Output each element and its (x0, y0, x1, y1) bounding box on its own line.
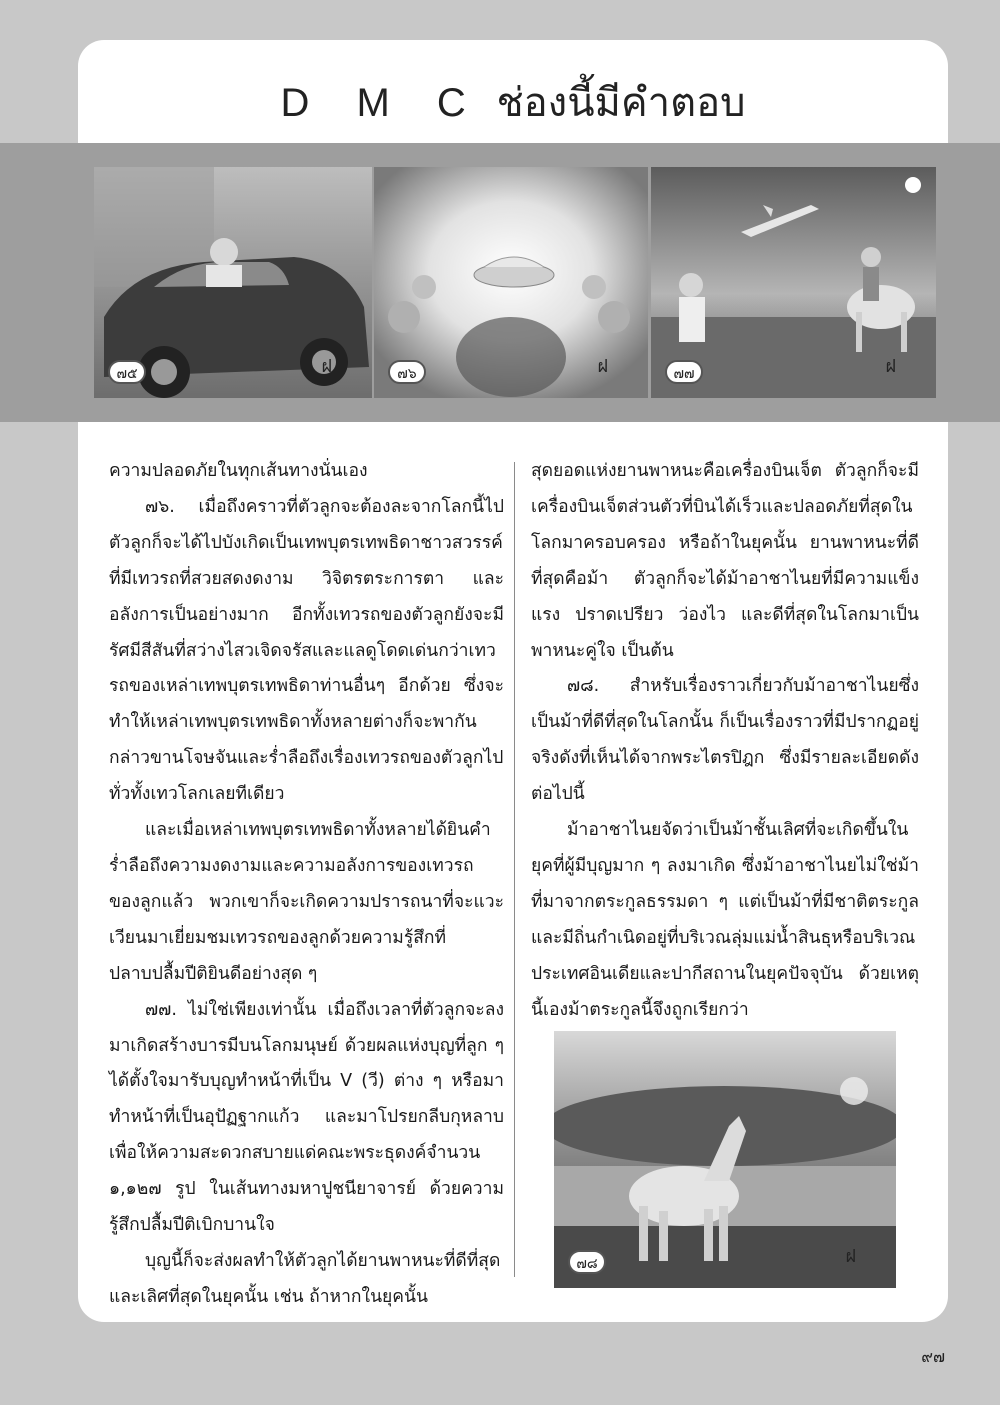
paragraph: บุญนี้ก็จะส่งผลทำให้ตัวลูกได้ยานพาหนะที่ดีที่สุดและเลิศที่สุดในยุคนั้น เช่น ถ้าหากในยุคนั้น (109, 1250, 501, 1307)
text-column-right (531, 454, 919, 1029)
photo-label-76: ๗๖ (388, 360, 426, 384)
photo-label-77: ๗๗ (665, 360, 703, 384)
paragraph: ๗๖. เมื่อถึงคราวที่ตัวลูกจะต้องละจากโลกนี้ไป ตัวลูกก็จะได้ไปบังเกิดเป็นเทพบุตรเทพธิดาชาวสวรรค์ที่มีเทวรถที่สวยสดงดงาม วิจิตรตระการตา และอลังการเป็นอย่างมาก อีกทั้งเทวรถของตัวลูกยังจะมีรัศมีสีสันที่สว่างไสวเจิดจรัสและแลดูโดดเด่นกว่าเทวรถของเหล่าเทพบุตรเทพธิดาท่านอื่นๆ อีกด้วย ซึ่งจะทำให้เหล่าเทพบุตรเทพธิดาทั้งหลายต่างก็จะพากันกล่าวขานโจษจันและร่ำลือถึงเรื่องเทวรถของตัวลูกไปทั่วทั้งเทวโลกเลยทีเดียว (109, 496, 504, 805)
signature-mark: ฝ (845, 1246, 856, 1267)
paragraph: และเมื่อเหล่าเทพบุตรเทพธิดาทั้งหลายได้ยินคำร่ำลือถึงความงดงามและความอลังการของเทวรถของลูกแล้ว พวกเขาก็จะเกิดความปรารถนาที่จะแวะเวียนมาเยี่ยมชมเทวรถของลูกด้วยความรู้สึกที่ปลาบปลื้มปีติยินดีอย่างสุด ๆ (109, 820, 504, 984)
paragraph: สุดยอดแห่งยานพาหนะคือเครื่องบินเจ็ต ตัวลูกก็จะมีเครื่องบินเจ็ตส่วนตัวที่บินได้เร็วและปลอดภัยที่สุดในโลกมาครอบครอง หรือถ้าในยุคนั้น ยานพาหนะที่ดีที่สุดคือม้า ตัวลูกก็จะได้ม้าอาชาไนยที่มีความแข็งแรง ปราดเปรียว ว่องไว และดีที่สุดในโลกมาเป็นพาหนะคู่ใจ เป็นต้น (531, 461, 919, 661)
page-title (78, 78, 948, 128)
column-divider (514, 462, 515, 1277)
photo-label-78: ๗๘ (568, 1250, 606, 1274)
title-latin: D M C (280, 81, 484, 125)
photo-label-75: ๗๕ (108, 360, 146, 384)
paragraph: ๗๘. สำหรับเรื่องราวเกี่ยวกับม้าอาชาไนยซึ่งเป็นม้าที่ดีที่สุดในโลกนั้น ก็เป็นเรื่องราวที่มีปรากฏอยู่จริงดังที่เห็นได้จากพระไตรปิฎก ซึ่งมีรายละเอียดดังต่อไปนี้ (531, 676, 919, 805)
photo-jet-horse (651, 167, 936, 398)
page-number: ๙๗ (921, 1347, 945, 1366)
paragraph: ม้าอาชาไนยจัดว่าเป็นม้าชั้นเลิศที่จะเกิดขึ้นในยุคที่ผู้มีบุญมาก ๆ ลงมาเกิด ซึ่งม้าอาชาไนยไม่ใช่ม้าที่มาจากตระกูลธรรมดา ๆ แต่เป็นม้าที่มีชาติตระกูลและมีถิ่นกำเนิดอยู่ที่บริเวณลุ่มแม่น้ำสินธุหรือบริเวณประเทศอินเดียและปากีสถานในยุคปัจจุบัน ด้วยเหตุนี้เองม้าตระกูลนี้จึงถูกเรียกว่า (531, 820, 919, 1020)
photo-celestial (374, 167, 648, 398)
photo-car (94, 167, 372, 398)
title-thai: ช่องนี้มีคำตอบ (496, 80, 746, 126)
signature-mark: ฝ (321, 356, 332, 377)
text-column-left (109, 454, 504, 1316)
paragraph: ๗๗. ไม่ใช่เพียงเท่านั้น เมื่อถึงเวลาที่ตัวลูกจะลงมาเกิดสร้างบารมีบนโลกมนุษย์ ด้วยผลแห่งบุญที่ลูก ๆ ได้ตั้งใจมารับบุญทำหน้าที่เป็น V (วี) ต่าง ๆ หรือมาทำหน้าที่เป็นอุปัฏฐากแก้ว และมาโปรยกลีบกุหลาบ เพื่อให้ความสะดวกสบายแด่คณะพระธุดงค์จำนวน ๑,๑๒๗ รูป ในเส้นทางมหาปูชนียาจารย์ ด้วยความรู้สึกปลื้มปีติเบิกบานใจ (109, 999, 504, 1236)
signature-mark: ฝ (597, 356, 608, 377)
signature-mark: ฝ (885, 356, 896, 377)
photo-horse (554, 1031, 896, 1288)
paragraph: ความปลอดภัยในทุกเส้นทางนั่นเอง (109, 461, 368, 481)
